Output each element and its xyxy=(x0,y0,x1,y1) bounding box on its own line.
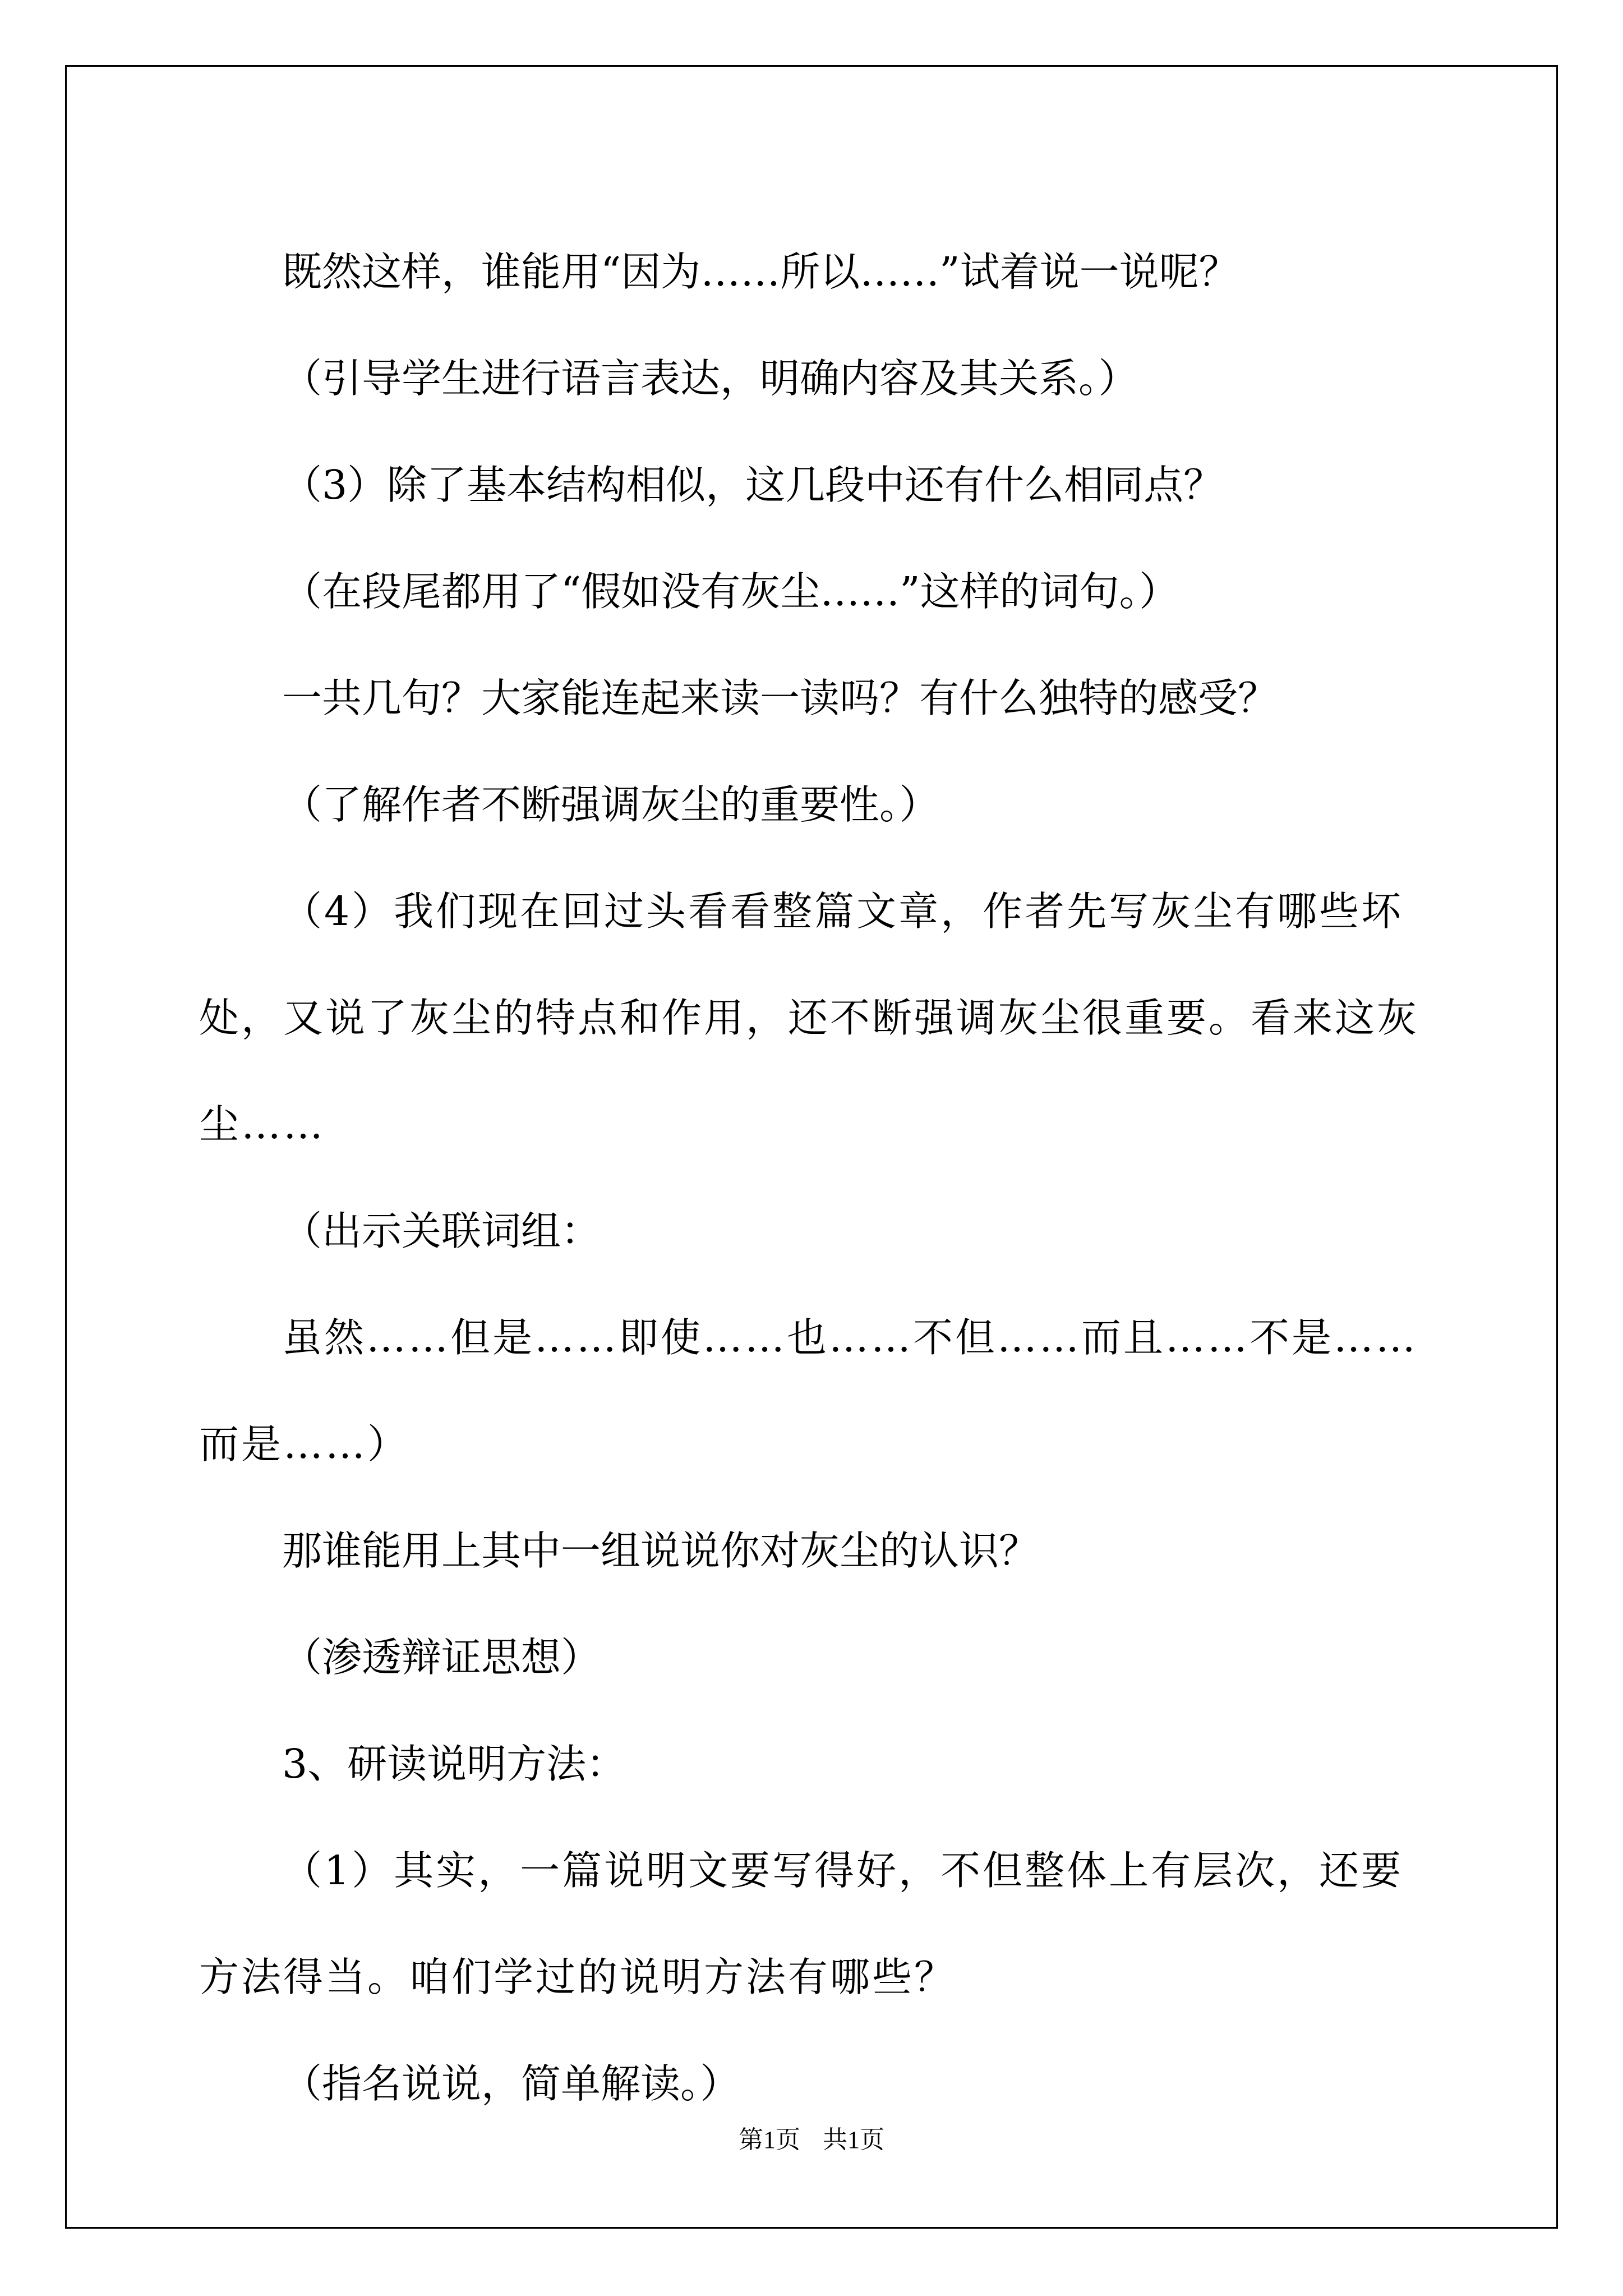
paragraph: （引导学生进行语言表达，明确内容及其关系。） xyxy=(282,355,1138,402)
paragraph: （指名说说，简单解读。） xyxy=(282,2060,740,2107)
paragraph: （4）我们现在回过头看看整篇文章，作者先写灰尘有哪些坏处，又说了灰尘的特点和作用，还不断强调灰尘很重要。看来这灰尘…… xyxy=(199,888,1419,1148)
paragraph: （渗透辩证思想） xyxy=(282,1634,601,1681)
page-total: 共1页 xyxy=(823,2126,884,2154)
paragraph: （了解作者不断强调灰尘的重要性。） xyxy=(282,781,939,828)
paragraph: （3）除了基本结构相似，这几段中还有什么相同点？ xyxy=(282,462,1224,508)
paragraph: 那谁能用上其中一组说说你对灰尘的认识？ xyxy=(282,1527,1039,1574)
page-footer xyxy=(0,2123,1623,2157)
paragraph: 虽然……但是……即使……也……不但……而且……不是……而是……） xyxy=(199,1314,1418,1467)
paragraph: （出示关联词组： xyxy=(282,1208,601,1254)
paragraph: （1）其实，一篇说明文要写得好，不但整体上有层次，还要方法得当。咱们学过的说明方法有哪些？ xyxy=(199,1847,1404,2000)
paragraph: （在段尾都用了“假如没有灰尘……”这样的词句。） xyxy=(282,568,1179,615)
page-number: 第1页 xyxy=(739,2126,800,2154)
paragraph: 既然这样，谁能用“因为……所以……”试着说一说呢？ xyxy=(282,249,1239,295)
paragraph: 一共几句？大家能连起来读一读吗？有什么独特的感受？ xyxy=(282,675,1278,721)
document-body xyxy=(199,219,1427,2137)
paragraph: 3、研读说明方法： xyxy=(282,1741,626,1787)
